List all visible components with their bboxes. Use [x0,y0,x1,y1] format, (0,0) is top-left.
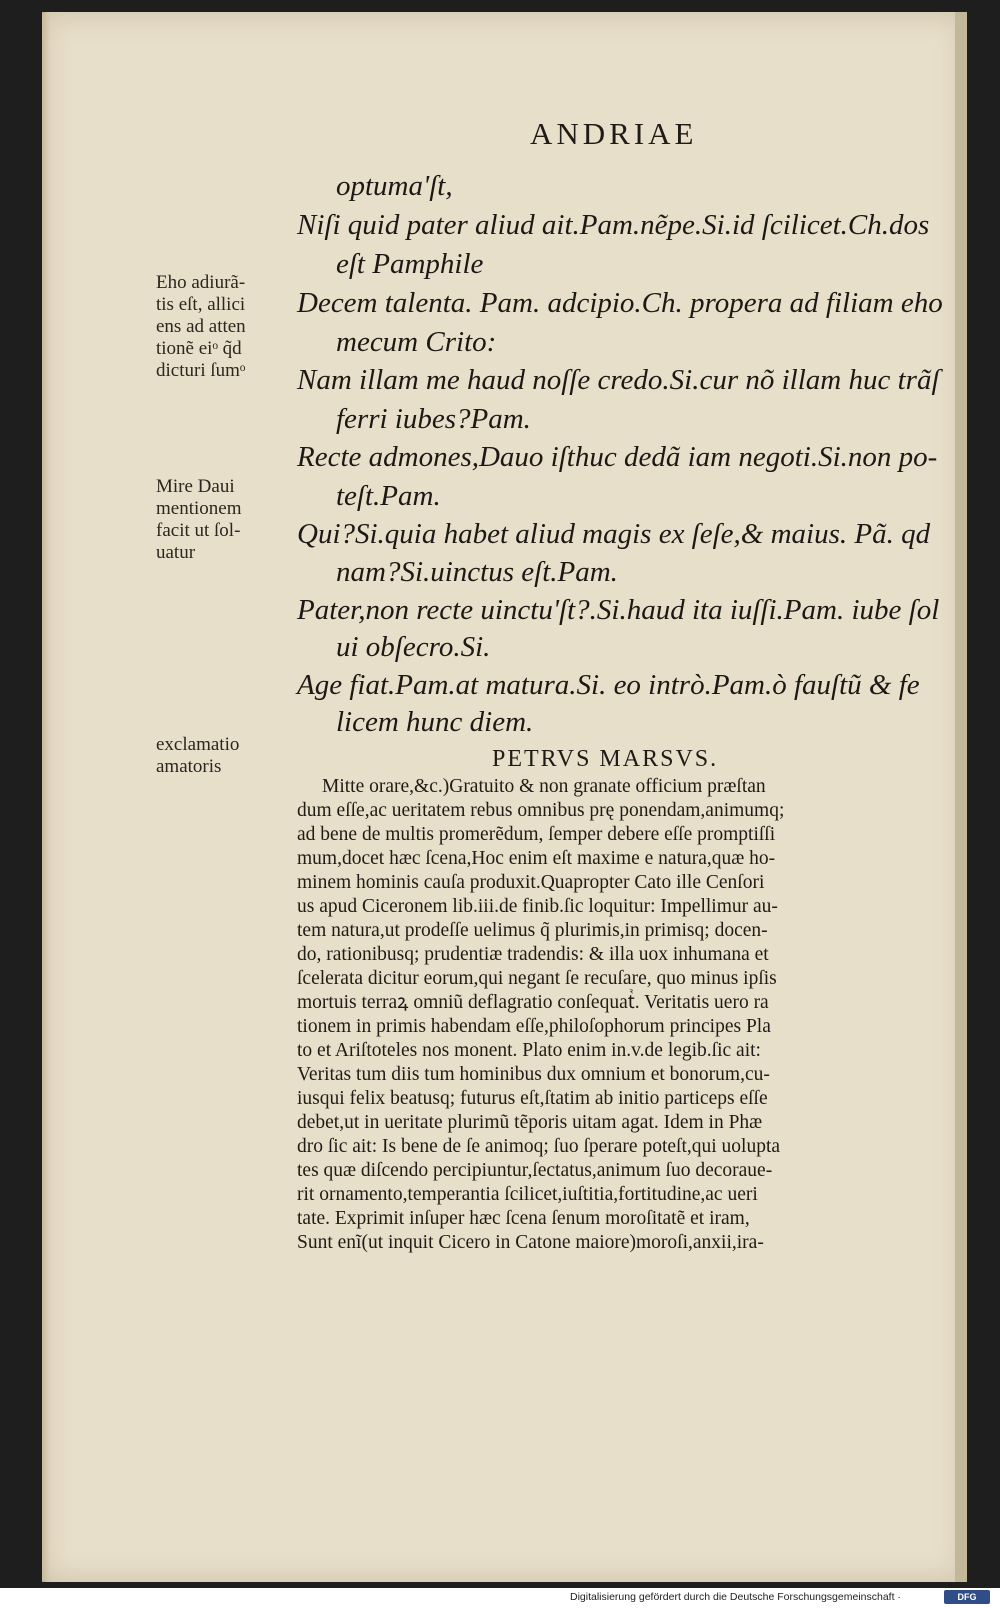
commentary-line: debet,ut in ueritate plurimũ tẽporis uitam agat. Idem in Phæ [297,1112,763,1133]
marginal-note-line: tionẽ eiᵒ q̃d [156,338,242,359]
dfg-logo: DFG [944,1590,990,1604]
verse-line: Nam illam me haud noſſe credo.Si.cur nõ illam huc trãſ [297,364,940,396]
commentary-line: mum,docet hæc ſcena,Hoc enim eſt maxime e natura,quæ ho- [297,848,776,869]
marginal-note-line: mentionem [156,498,242,519]
marginal-note [156,272,296,382]
commentary-line: tem natura,ut prodeſſe uelimus q̃ plurimis,in primisq; docen- [297,920,768,941]
commentary-line: iusqui felix beatusq; futurus eſt,ſtatim ab initio particeps eſſe [297,1088,768,1109]
verse-line: Niſi quid pater aliud ait.Pam.nẽpe.Si.id ſcilicet.Ch.dos [297,209,930,241]
commentator-heading: PETRVS MARSVS. [492,746,719,772]
marginal-note-line: ens ad atten [156,316,246,337]
verse-line: licem hunc diem. [336,706,534,738]
commentary-line: rit ornamento,temperantia ſcilicet,iuſtitia,fortitudine,ac ueri [297,1184,758,1205]
marginal-note-line: facit ut ſol- [156,520,241,541]
verse-line: ferri iubes?Pam. [336,403,531,435]
commentary-line: us apud Ciceronem lib.iii.de finib.ſic loquitur: Impellimur au- [297,896,778,917]
verse-line: Age fiat.Pam.at matura.Si. eo intrò.Pam.ò fauſtũ & fe [297,669,920,701]
verse-line: Qui?Si.quia habet aliud magis ex ſeſe,& maius. Pã. qd [297,518,931,550]
marginal-note-line: dicturi ſumᵒ [156,360,246,381]
commentary-line: tionem in primis habendam eſſe,philoſophorum principes Pla [297,1016,771,1037]
marginal-note-line: Eho adiurã- [156,272,246,293]
marginal-note-line: amatoris [156,756,222,777]
commentary-line: Sunt enĩ(ut inquit Cicero in Catone maiore)moroſi,anxii,ira- [297,1232,764,1253]
verse-line: Recte admones,Dauo iſthuc dedã iam negoti.Si.non po- [297,441,938,473]
marginal-note-line: tis eſt, allici [156,294,246,315]
verse-line: eſt Pamphile [336,248,484,280]
page-gutter-shadow [42,12,50,1582]
verse-line: optuma'ſt, [336,170,453,202]
marginal-note-line: uatur [156,542,196,563]
commentary-line: tes quæ diſcendo percipiuntur,ſectatus,animum ſuo decoraue- [297,1160,773,1181]
commentary-line: tate. Exprimit inſuper hæc ſcena ſenum moroſitatẽ et iram, [297,1208,750,1229]
commentary-line: ad bene de multis promerẽdum, ſemper debere eſſe promptiſſi [297,824,776,845]
commentary-line: Mitte orare,&c.)Gratuito & non granate officium præſtan [322,776,766,797]
commentary-line: do, rationibusq; prudentiæ tradendis: & illa uox inhumana et [297,944,769,965]
marginal-note-line: Mire Daui [156,476,235,497]
commentary-line: mortuis terraꝝ omniũ deflagratio conſequatᷣ. Veritatis uero ra [297,992,769,1013]
verse-line: ui obſecro.Si. [336,631,491,663]
marginal-note-line: exclamatio [156,734,240,755]
verse-line: mecum Crito: [336,326,497,358]
verse-line: teſt.Pam. [336,480,441,512]
commentary-line: dro ſic ait: Is bene de ſe animoq; ſuo ſperare poteſt,qui uolupta [297,1136,781,1157]
commentary-line: dum eſſe,ac ueritatem rebus omnibus prę ponendam,animumq; [297,800,785,821]
verse-line: Decem talenta. Pam. adcipio.Ch. propera ad filiam eho [297,287,943,319]
funding-credit: Digitalisierung gefördert durch die Deutsche Forschungsgemeinschaft · [570,1591,901,1603]
commentary-line: ſcelerata dicitur eorum,qui negant ſe recuſare, quo minus ipſis [297,968,777,989]
marginal-note [156,734,296,778]
commentary-line: to et Ariſtoteles nos monent. Plato enim in.v.de legib.ſic ait: [297,1040,761,1061]
commentary-line: Veritas tum diis tum hominibus dux omnium et bonorum,cu- [297,1064,770,1085]
commentary-line: minem hominis cauſa produxit.Quapropter Cato ille Cenſori [297,872,765,893]
marginal-note [156,476,296,564]
verse-line: Pater,non recte uinctu'ſt?.Si.haud ita iuſſi.Pam. iube ſol [297,594,940,626]
verse-line: nam?Si.uinctus eſt.Pam. [336,556,618,588]
running-head: ANDRIAE [530,116,698,151]
